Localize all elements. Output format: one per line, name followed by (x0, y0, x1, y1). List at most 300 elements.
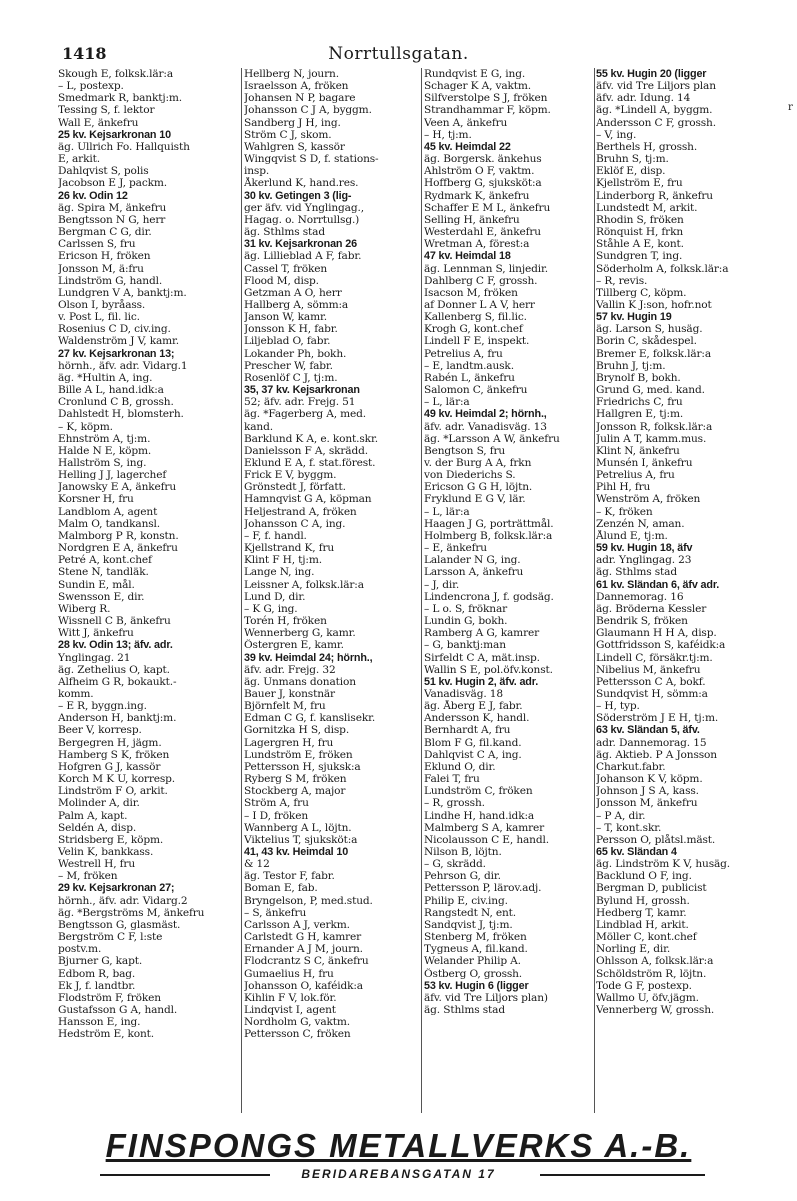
directory-entry: von Diederichs S. (424, 469, 516, 482)
directory-column-2 (244, 68, 420, 1041)
directory-entry: Jonsson M, ä:fru (58, 262, 144, 275)
directory-entry: hörnh., äfv. adr. Vidarg.2 (58, 894, 188, 907)
directory-entry: Krogh G, kont.chef (424, 323, 523, 336)
directory-entry: Vennerberg W, grossh. (596, 1004, 715, 1017)
directory-entry: Bylund H, grossh. (596, 894, 690, 907)
directory-entry: Hamberg S K, fröken (58, 748, 170, 761)
directory-entry: 27 kv. Kejsarkronan 13; (58, 347, 175, 360)
directory-entry: Skough E, folksk.lär:a (58, 68, 174, 80)
directory-entry: Salomon C, änkefru (424, 384, 528, 397)
directory-entry: Lindqvist I, agent (244, 1004, 336, 1017)
directory-entry: Dahlqvist C A, ing. (424, 748, 522, 761)
directory-entry: Philip E, civ.ing. (424, 894, 508, 907)
directory-entry: Lindblad H, arkit. (596, 918, 689, 931)
directory-entry: äfv. vid Tre Liljors plan) (424, 991, 548, 1004)
directory-entry: hörnh., äfv. adr. Vidarg.1 (58, 359, 188, 372)
directory-entry: Pettersson C A, bokf. (596, 675, 706, 688)
directory-entry: Viktelius T, sjuksköt:a (244, 833, 358, 846)
directory-entry: 65 kv. Sländan 4 (596, 846, 677, 858)
directory-entry: Ericson G G H, löjtn. (424, 481, 533, 494)
directory-entry: Munsén I, änkefru (596, 457, 693, 469)
directory-entry: Zenzén N, aman. (596, 517, 685, 530)
directory-entry: Leissner A, folksk.lär:a (244, 578, 364, 591)
directory-entry: Anderson H, banktj:m. (58, 712, 177, 725)
directory-entry: äg. Åberg E J, fabr. (424, 700, 523, 713)
directory-entry: – R, grossh. (424, 797, 485, 810)
directory-entry: Petrelius A, fru (424, 347, 503, 360)
ad-rule-right (540, 1174, 705, 1176)
directory-entry: äg. Spira M, änkefru (58, 201, 167, 214)
directory-entry: Flodström F, fröken (58, 991, 161, 1004)
directory-entry: ger äfv. vid Ynglingag., (244, 201, 364, 214)
directory-entry: Edbom R, bag. (58, 967, 136, 980)
directory-entry: Sandqvist J, tj:m. (424, 918, 513, 931)
directory-entry: Barklund K A, e. kont.skr. (244, 432, 378, 445)
directory-entry: Welander Philip A. (424, 955, 521, 968)
directory-entry: – I D, fröken (244, 809, 308, 822)
directory-entry: Lundstedt M, arkit. (596, 201, 698, 214)
directory-entry: Rhodin S, fröken (596, 213, 684, 226)
directory-entry: Bengtsson G, glasmäst. (58, 918, 181, 931)
directory-entry: Lindström G, handl. (58, 274, 163, 287)
directory-entry: Rydmark K, änkefru (424, 189, 530, 202)
directory-entry: Kjellström E, fru (596, 177, 683, 190)
directory-entry: 51 kv. Hugin 2, äfv. adr. (424, 675, 539, 688)
directory-entry: Lalander N G, ing. (424, 554, 521, 567)
directory-entry: Nicolausson C E, handl. (424, 833, 549, 846)
directory-entry: Ålund E, tj:m. (596, 529, 668, 542)
directory-column-3 (424, 68, 596, 1016)
directory-entry: Lindström F O, arkit. (58, 785, 168, 798)
directory-entry: Wiberg R. (58, 602, 111, 615)
directory-entry: Linderborg R, änkefru (596, 189, 713, 202)
directory-entry: – H, tj:m. (424, 128, 472, 141)
directory-entry: Jonsson K H, fabr. (244, 323, 338, 336)
directory-entry: Jonsson R, folksk.lär:a (596, 420, 713, 433)
directory-entry: Klint F H, tj:m. (244, 554, 322, 567)
directory-entry: Seldén A, disp. (58, 821, 137, 834)
directory-entry: Gottfridsson S, kaféidk:a (596, 639, 726, 652)
directory-entry: Glaumann H H A, disp. (596, 627, 717, 640)
directory-entry: Pettersson P, lärov.adj. (424, 882, 542, 895)
directory-entry: Bergegren H, jägm. (58, 736, 162, 749)
directory-entry: – L o. S, fröknar (424, 602, 508, 615)
directory-entry: Ehnström A, tj:m. (58, 432, 151, 445)
directory-column-1 (58, 68, 240, 1041)
directory-entry: Isacson M, fröken (424, 286, 518, 299)
directory-entry: Liljeblad O, fabr. (244, 335, 331, 348)
directory-entry: – H, typ. (596, 700, 640, 713)
directory-entry: Pehrson G, dir. (424, 870, 501, 883)
directory-entry: – F, f. handl. (244, 529, 307, 542)
directory-entry: Lange N, ing. (244, 566, 315, 579)
directory-entry: Velin K, bankkass. (58, 846, 154, 858)
directory-entry: Östergren E, kamr. (244, 639, 344, 652)
directory-entry: v. der Burg A A, frkn (424, 457, 532, 469)
directory-entry: Schager K A, vaktm. (424, 80, 532, 93)
directory-entry: Pettersson C, fröken (244, 1028, 351, 1041)
directory-entry: Lundgren V A, banktj:m. (58, 286, 187, 299)
directory-entry: Wahlgren S, kassör (244, 140, 345, 153)
directory-entry: Malmberg S A, kamrer (424, 821, 545, 834)
directory-entry: Fryklund E G V, lär. (424, 493, 526, 506)
directory-entry: kand. (244, 420, 273, 433)
directory-entry: – K, köpm. (58, 420, 113, 433)
directory-entry: Grönstedt J, författ. (244, 481, 346, 494)
directory-entry: Janowsky E A, änkefru (58, 481, 177, 494)
directory-entry: Holmberg B, folksk.lär:a (424, 529, 553, 542)
directory-entry: Friedrichs C, fru (596, 396, 683, 409)
directory-entry: Landblom A, agent (58, 505, 158, 518)
directory-entry: 45 kv. Heimdal 22 (424, 140, 511, 153)
directory-entry: Bendrik S, fröken (596, 615, 688, 628)
directory-entry: Korsner H, fru (58, 493, 134, 506)
directory-entry: Wall E, änkefru (58, 116, 139, 129)
directory-entry: Johansen N P, bagare (244, 92, 356, 105)
directory-entry: Bjurner G, kapt. (58, 955, 143, 968)
directory-entry: Ståhle A E, kont. (596, 238, 684, 251)
directory-entry: Stockberg A, major (244, 785, 346, 798)
directory-entry: – E R, byggn.ing. (58, 700, 147, 713)
directory-entry: Hedberg T, kamr. (596, 906, 687, 919)
directory-entry: Lund D, dir. (244, 590, 306, 603)
directory-entry: Blom F G, fil.kand. (424, 736, 522, 749)
directory-entry: – G, skrädd. (424, 858, 486, 871)
directory-entry: 53 kv. Hugin 6 (ligger (424, 979, 529, 992)
directory-entry: Veen A, änkefru (424, 116, 508, 129)
directory-entry: Ryberg S M, fröken (244, 773, 347, 786)
directory-entry: Hansson E, ing. (58, 1016, 141, 1029)
directory-entry: – G, banktj:man (424, 639, 506, 652)
directory-entry: Rosenius C D, civ.ing. (58, 323, 171, 336)
directory-entry: Petrelius A, fru (596, 469, 675, 482)
directory-entry: Johansson C A, ing. (244, 517, 346, 530)
advertisement (0, 1127, 797, 1187)
directory-entry: – T, kont.skr. (596, 821, 662, 834)
directory-entry: Edman C G, f. kanslisekr. (244, 712, 376, 725)
directory-entry: Klint N, änkefru (596, 444, 680, 457)
directory-column-4 (596, 68, 792, 1016)
directory-entry: Bergström C F, l:ste (58, 931, 163, 944)
directory-entry: Andersson K, handl. (424, 712, 530, 725)
directory-entry: Persson O, plåtsl.mäst. (596, 833, 716, 846)
directory-entry: äfv. adr. Idung. 14 (596, 92, 691, 105)
directory-entry: Beer V, korresp. (58, 724, 142, 737)
directory-entry: 61 kv. Sländan 6, äfv adr. (596, 578, 720, 591)
directory-entry: Dahlstedt H, blomsterh. (58, 408, 184, 421)
directory-entry: Eklund O, dir. (424, 760, 496, 773)
directory-entry: – R, revis. (596, 274, 648, 287)
directory-entry: äg. Lindström K V, husäg. (596, 858, 731, 871)
directory-entry: Carlssen S, fru (58, 238, 136, 251)
directory-entry: äg. *Hultin A, ing. (58, 371, 153, 384)
directory-entry: Ohlsson A, folksk.lär:a (596, 955, 714, 968)
directory-entry: Östberg O, grossh. (424, 967, 523, 980)
directory-entry: Ramberg A G, kamrer (424, 627, 540, 640)
directory-entry: Andersson C F, grossh. (596, 116, 716, 129)
directory-entry: Hamnqvist G A, köpman (244, 493, 372, 506)
directory-entry: 63 kv. Sländan 5, äfv. (596, 724, 700, 737)
directory-entry: 59 kv. Hugin 18, äfv (596, 542, 693, 555)
directory-entry: äg. *Larsson A W, änkefru (424, 432, 560, 445)
directory-entry: Rosenlöf C J, tj:m. (244, 371, 338, 384)
directory-entry: Rangstedt N, ent. (424, 906, 517, 919)
directory-entry: Nibelius M, änkefru (596, 663, 701, 676)
directory-entry: Bergman C G, dir. (58, 226, 152, 239)
directory-entry: Wingqvist S D, f. stations- (244, 153, 379, 166)
directory-entry: Janson W, kamr. (244, 311, 327, 324)
directory-entry: 39 kv. Heimdal 24; hörnh., (244, 651, 373, 664)
directory-entry: Prescher W, fabr. (244, 359, 333, 372)
directory-entry: Vallin K J:son, hofr.not (596, 298, 712, 311)
directory-entry: Wissnell C B, änkefru (58, 615, 171, 628)
directory-entry: äg. Sthlms stad (424, 1004, 505, 1017)
directory-entry: Stridsberg E, köpm. (58, 833, 164, 846)
directory-entry: Lindell C, försäkr.tj:m. (596, 651, 713, 664)
directory-entry: Lokander Ph, bokh. (244, 347, 347, 360)
directory-entry: Haagen J G, porträttmål. (424, 517, 554, 530)
directory-entry: Johansson C J A, byggm. (244, 104, 372, 117)
directory-entry: 57 kv. Hugin 19 (596, 311, 672, 324)
directory-entry: Söderström J E H, tj:m. (596, 712, 719, 725)
directory-entry: Julin A T, kamm.mus. (596, 432, 707, 445)
directory-entry: – E, änkefru (424, 542, 487, 555)
directory-entry: Lindhe H, hand.idk:a (424, 809, 535, 822)
directory-entry: af Donner L A V, herr (424, 298, 535, 311)
directory-entry: Waldenström J V, kamr. (58, 335, 179, 348)
directory-entry: Nordholm G, vaktm. (244, 1016, 351, 1029)
directory-entry: – J, dir. (424, 578, 460, 591)
directory-entry: komm. (58, 687, 94, 700)
directory-entry: Bengtson S, fru (424, 444, 506, 457)
directory-entry: Ahlström O F, vaktm. (424, 165, 535, 178)
directory-entry: Borin C, skådespel. (596, 335, 697, 348)
directory-entry: Olson I, byråass. (58, 298, 146, 311)
ad-address: BERIDAREBANSGATAN 17 (301, 1167, 496, 1181)
directory-entry: Ström C J, skom. (244, 128, 332, 141)
directory-entry: Jacobson E J, packm. (58, 177, 167, 190)
directory-entry: Gumaelius H, fru (244, 967, 334, 980)
directory-entry: Tillberg C, köpm. (596, 286, 687, 299)
directory-entry: Hedström E, kont. (58, 1028, 155, 1041)
directory-entry: Stene N, tandläk. (58, 566, 149, 579)
directory-entry: äg. Sthlms stad (596, 566, 677, 579)
directory-entry: Korch M K U, korresp. (58, 773, 176, 786)
directory-entry: Hallgren E, tj:m. (596, 408, 684, 421)
directory-entry: Smedmark R, banktj:m. (58, 92, 182, 105)
directory-entry: Rundqvist E G, ing. (424, 68, 526, 80)
directory-entry: – L, lär:a (424, 505, 470, 518)
directory-entry: Lundström E, fröken (244, 748, 353, 761)
directory-entry: Flodcrantz S C, änkefru (244, 955, 369, 968)
directory-entry: äg. Sthlms stad (244, 226, 325, 239)
directory-entry: äfv. adr. Frejg. 32 (244, 663, 336, 676)
directory-entry: Nilson B, löjtn. (424, 846, 502, 858)
directory-entry: 28 kv. Odin 13; äfv. adr. (58, 639, 173, 652)
directory-entry: Tessing S, f. lektor (58, 104, 155, 117)
directory-entry: – V, ing. (596, 128, 637, 141)
directory-entry: Dahlqvist S, polis (58, 165, 149, 178)
directory-entry: Hofgren G J, kassör (58, 760, 161, 773)
directory-entry: Lundström C, fröken (424, 785, 533, 798)
directory-entry: v. Post L, fil. lic. (58, 311, 140, 324)
directory-entry: – K, fröken (596, 505, 653, 518)
directory-entry: äg. Bröderna Kessler (596, 602, 707, 615)
directory-entry: Flood M, disp. (244, 274, 319, 287)
directory-entry: Cassel T, fröken (244, 262, 328, 275)
directory-entry: Cronlund C B, grossh. (58, 396, 174, 409)
directory-entry: äg. Lillieblad A F, fabr. (244, 250, 362, 263)
directory-entry: Halde N E, köpm. (58, 444, 152, 457)
directory-entry: äg. Larson S, husäg. (596, 323, 703, 336)
directory-entry: Carlstedt G H, kamrer (244, 931, 362, 944)
directory-entry: Strandhammar F, köpm. (424, 104, 551, 117)
directory-entry: Sundgren T, ing. (596, 250, 683, 263)
directory-entry: – S, änkefru (244, 906, 307, 919)
directory-entry: Danielsson F A, skrädd. (244, 444, 368, 457)
directory-entry: Rabén L, änkefru (424, 371, 515, 384)
directory-entry: Dannemorag. 16 (596, 590, 684, 603)
directory-entry: – K G, ing. (244, 602, 298, 615)
directory-entry: 41, 43 kv. Heimdal 10 (244, 846, 349, 858)
directory-entry: Grund G, med. kand. (596, 384, 705, 397)
directory-entry: Bruhn J, tj:m. (596, 359, 666, 372)
directory-entry: Wallmo U, öfv.jägm. (596, 991, 699, 1004)
directory-entry: Björnfelt M, fru (244, 700, 326, 713)
directory-entry: Hallström S, ing. (58, 457, 147, 469)
directory-entry: Bengtsson N G, herr (58, 213, 166, 226)
directory-entry: E, arkit. (58, 153, 100, 166)
directory-entry: 30 kv. Getingen 3 (lig- (244, 189, 352, 202)
directory-entry: Ernander A J M, journ. (244, 943, 363, 956)
directory-entry: Selling H, änkefru (424, 213, 520, 226)
directory-entry: Bernhardt A, fru (424, 724, 511, 737)
directory-entry: Johnson J S A, kass. (596, 785, 699, 798)
directory-entry: Alfheim G R, bokaukt.- (58, 675, 177, 688)
directory-entry: 55 kv. Hugin 20 (ligger (596, 68, 707, 80)
directory-entry: Gustafsson G A, handl. (58, 1004, 178, 1017)
directory-entry: Swensson E, dir. (58, 590, 145, 603)
column-divider (421, 68, 422, 1113)
directory-entry: Silfverstolpe S J, fröken (424, 92, 548, 105)
margin-mark: r (788, 102, 793, 113)
directory-entry: Sirfeldt C A, mät.insp. (424, 651, 540, 664)
directory-entry: Westerdahl E, änkefru (424, 226, 541, 239)
directory-entry: Israelsson A, fröken (244, 80, 349, 93)
directory-entry: Getzman A O, herr (244, 286, 342, 299)
directory-entry: Wannberg A L, löjtn. (244, 821, 352, 834)
directory-entry: Lundin G, bokh. (424, 615, 508, 628)
directory-entry: Falei T, fru (424, 773, 480, 786)
directory-entry: äfv. vid Tre Liljors plan (596, 80, 716, 93)
directory-entry: äg. *Bergströms M, änkefru (58, 906, 205, 919)
directory-entry: 31 kv. Kejsarkronan 26 (244, 238, 357, 251)
directory-entry: Palm A, kapt. (58, 809, 128, 822)
directory-entry: Ek J, f. landtbr. (58, 979, 136, 992)
street-title: Norrtullsgatan. (328, 44, 469, 64)
directory-entry: Sundin E, mål. (58, 578, 135, 591)
directory-entry: postv.m. (58, 943, 102, 956)
directory-entry: Boman E, fab. (244, 882, 318, 895)
directory-entry: äg. Aktieb. P A Jonsson (596, 748, 717, 761)
directory-entry: – P A, dir. (596, 809, 646, 822)
directory-entry: Lindencrona J, f. godsäg. (424, 590, 554, 603)
directory-entry: Hoffberg G, sjuksköt:a (424, 177, 542, 190)
directory-entry: Bauer J, konstnär (244, 687, 335, 700)
directory-entry: Nordgren E A, änkefru (58, 542, 178, 555)
directory-entry: äg. Zethelius O, kapt. (58, 663, 170, 676)
directory-entry: Wretman A, förest:a (424, 238, 530, 251)
directory-entry: Eklund E A, f. stat.förest. (244, 457, 376, 469)
directory-entry: Sundqvist H, sömm:a (596, 687, 708, 700)
directory-entry: adr. Dannemorag. 15 (596, 736, 707, 749)
directory-entry: Kallenberg S, fil.lic. (424, 311, 527, 324)
directory-entry: Bergman D, publicist (596, 882, 707, 895)
directory-entry: Pettersson H, sjuksk:a (244, 760, 361, 773)
column-divider (241, 68, 242, 1113)
directory-entry: Ynglingag. 21 (58, 651, 131, 664)
directory-entry: Pihl H, fru (596, 481, 651, 494)
directory-entry: Söderholm A, folksk.lär:a (596, 262, 729, 275)
directory-entry: äg. Lennman S, linjedir. (424, 262, 548, 275)
directory-entry: Dahlberg C F, grossh. (424, 274, 538, 287)
directory-entry: Schöldström R, löjtn. (596, 967, 707, 980)
directory-entry: insp. (244, 165, 270, 178)
directory-entry: Vanadisväg. 18 (424, 687, 503, 700)
directory-entry: Wenström A, fröken (596, 493, 701, 506)
directory-entry: Frick E V, byggm. (244, 469, 337, 482)
directory-entry: Åkerlund K, hand.res. (244, 177, 359, 190)
directory-entry: Carlsson A J, verkm. (244, 918, 350, 931)
directory-entry: Wallin S E, pol.öfv.konst. (424, 663, 553, 676)
directory-entry: 29 kv. Kejsarkronan 27; (58, 882, 175, 895)
directory-entry: äfv. adr. Vanadisväg. 13 (424, 420, 547, 433)
directory-entry: – E, landtm.ausk. (424, 359, 514, 372)
directory-entry: Eklöf E, disp. (596, 165, 666, 178)
directory-entry: Helling J J, lagerchef (58, 469, 167, 482)
directory-entry: Lagergren H, fru (244, 736, 334, 749)
directory-entry: Norling E, dir. (596, 943, 671, 956)
directory-entry: Torén H, fröken (244, 615, 327, 628)
directory-entry: Johansson O, kaféidk:a (244, 979, 363, 992)
directory-entry: Brynolf B, bokh. (596, 371, 681, 384)
directory-entry: Schaffer E M L, änkefru (424, 201, 551, 214)
directory-entry: 26 kv. Odin 12 (58, 189, 128, 202)
directory-entry: Kihlin F V, lok.för. (244, 991, 337, 1004)
directory-entry: – L, lär:a (424, 396, 470, 409)
page-number: 1418 (62, 44, 107, 63)
directory-entry: Lindell F E, inspekt. (424, 335, 530, 348)
directory-entry: Malm O, tandkansl. (58, 517, 160, 530)
directory-entry: Ericson H, fröken (58, 250, 151, 263)
directory-entry: äg. *Fagerberg A, med. (244, 408, 367, 421)
directory-entry: äg. Borgersk. änkehus (424, 153, 542, 166)
directory-entry: Westrell H, fru (58, 858, 135, 871)
directory-entry: 35, 37 kv. Kejsarkronan (244, 384, 360, 397)
directory-entry: äg. *Lindell A, byggm. (596, 104, 713, 117)
directory-entry: Berthels H, grossh. (596, 140, 698, 153)
directory-entry: – M, fröken (58, 870, 118, 883)
directory-entry: Möller C, kont.chef (596, 931, 697, 944)
directory-entry: äg. Unmans donation (244, 675, 356, 688)
directory-entry: Jonsson M, änkefru (596, 797, 698, 810)
directory-entry: Petré A, kont.chef (58, 554, 152, 567)
directory-entry: Hallberg A, sömm:a (244, 298, 349, 311)
directory-entry: Wennerberg G, kamr. (244, 627, 356, 640)
directory-entry: Bille A L, hand.idk:a (58, 384, 164, 397)
directory-entry: Hellberg N, journ. (244, 68, 339, 80)
directory-entry: Kjellstrand K, fru (244, 542, 335, 555)
